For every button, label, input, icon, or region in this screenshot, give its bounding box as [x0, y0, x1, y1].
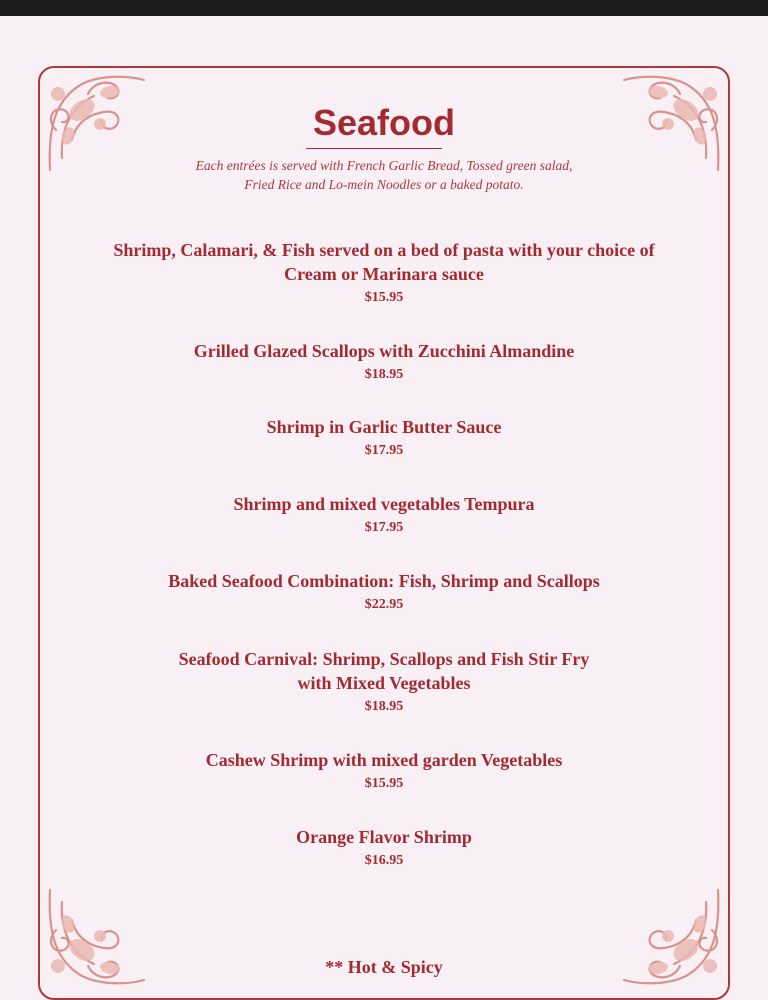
- hot-spicy-note: ** Hot & Spicy: [325, 957, 443, 977]
- menu-item-price: $15.95: [364, 290, 404, 305]
- menu-item-name: Shrimp, Calamari, & Fish served on a bed of pasta with your choice of Cream or Marinara sauce: [113, 240, 655, 284]
- menu-item-name: Orange Flavor Shrimp: [296, 827, 472, 847]
- menu-item-price: $17.95: [364, 443, 404, 458]
- menu-item-name: Shrimp and mixed vegetables Tempura: [233, 494, 535, 514]
- menu-item: [90, 748, 678, 794]
- page-title: Seafood: [312, 102, 455, 143]
- menu-item-name: Baked Seafood Combination: Fish, Shrimp and Scallops: [168, 571, 600, 591]
- menu-item-name: Seafood Carnival: Shrimp, Scallops and Fish Stir Fry with Mixed Vegetables: [178, 649, 590, 693]
- intro-text: Each entrées is served with French Garlic Bread, Tossed green salad, Fried Rice and Lo-mein Noodles or a baked potato.: [195, 158, 573, 192]
- menu-item-price: $18.95: [364, 367, 404, 382]
- menu-item-price: $22.95: [364, 597, 404, 612]
- menu-item-price: $15.95: [364, 776, 404, 791]
- menu-item-name: Cashew Shrimp with mixed garden Vegetables: [205, 750, 563, 770]
- menu-item: [90, 492, 678, 538]
- menu-item-name: Grilled Glazed Scallops with Zucchini Almandine: [193, 341, 575, 361]
- menu-item: [90, 339, 678, 385]
- menu-item: [90, 569, 678, 615]
- menu-item-name: Shrimp in Garlic Butter Sauce: [266, 417, 502, 437]
- menu-item-price: $17.95: [364, 520, 404, 535]
- menu-item: [90, 238, 678, 308]
- menu-item-price: $16.95: [364, 853, 404, 868]
- menu-item: [170, 647, 598, 717]
- menu-item-price: $18.95: [364, 699, 404, 714]
- scan-top-edge: [0, 0, 768, 16]
- menu-item: [90, 415, 678, 461]
- title-underline: [306, 148, 442, 149]
- menu-item: [90, 825, 678, 871]
